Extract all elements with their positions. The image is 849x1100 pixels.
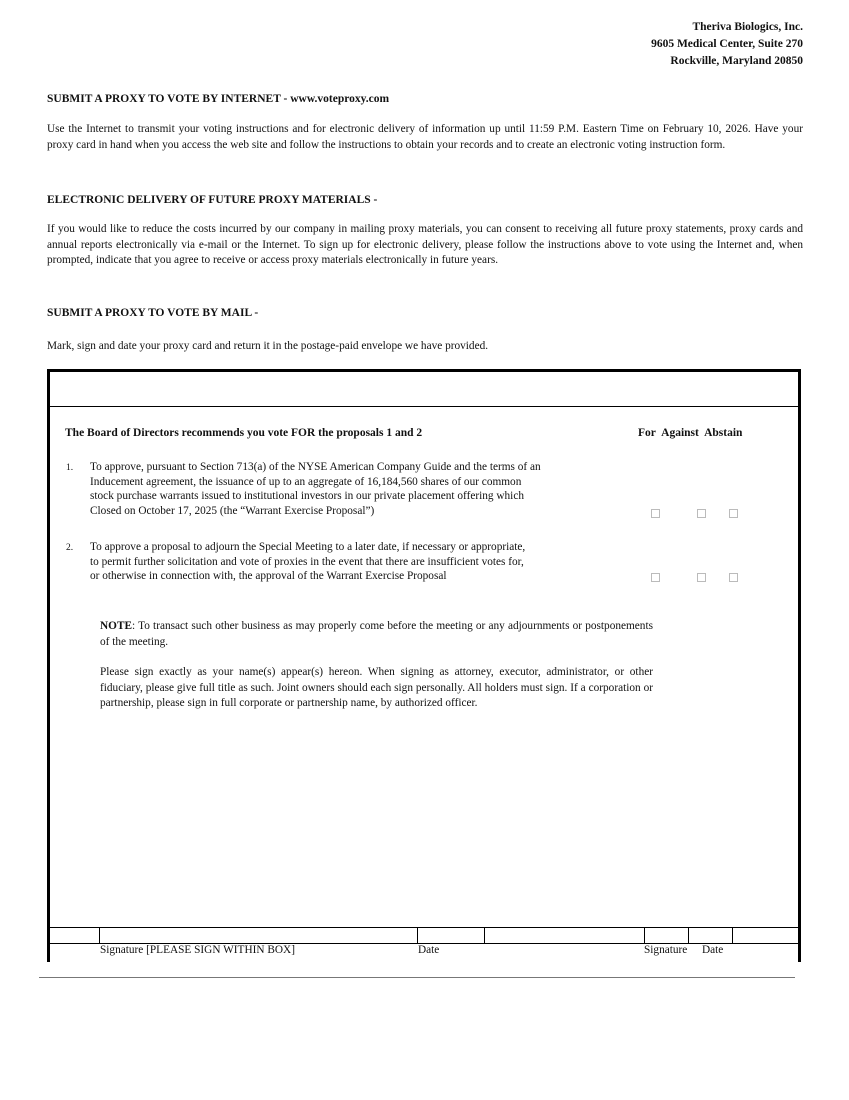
internet-body: Use the Internet to transmit your voting instructions and for electronic delivery of information up until 11:59 P.M. Eastern Time on February 10, 2026. Have your proxy card in hand when you access the web site and follow the instructions to obtain your records and to create an electronic voting instruction form. [47, 123, 803, 151]
date-2-label: Date [702, 944, 724, 956]
address-line-2: Rockville, Maryland 20850 [670, 55, 803, 67]
signature-grid-divider [417, 927, 418, 943]
bottom-rule [39, 977, 795, 978]
note-paragraph [100, 619, 653, 650]
signature-grid-divider [644, 927, 645, 943]
sign-instructions: Please sign exactly as your name(s) appear(s) hereon. When signing as attorney, executor, administrator, or other fiduciary, please give full title as such. Joint owners should each sign personally. All holders must sign. If a corporation or partnership, please sign in full corporate or partnership name, by authorized officer. [100, 666, 653, 709]
proposal-2-line: to permit further solicitation and vote of proxies in the event that there are insufficient votes for, [90, 555, 524, 568]
internet-title: SUBMIT A PROXY TO VOTE BY INTERNET - www.voteproxy.com [47, 93, 390, 105]
signature-grid-divider [688, 927, 689, 943]
card-header-divider [50, 406, 798, 407]
signature-label: Signature [PLEASE SIGN WITHIN BOX] [100, 944, 295, 956]
proposal-2-against-checkbox[interactable] [697, 573, 706, 582]
vote-column-headers [638, 427, 745, 439]
mail-body: Mark, sign and date your proxy card and return it in the postage-paid envelope we have provided. [47, 340, 489, 352]
proposal-2-text [90, 540, 650, 584]
address-line-1: 9605 Medical Center, Suite 270 [651, 38, 803, 50]
col-abstain: Abstain [704, 427, 743, 439]
signature-grid-divider [732, 927, 733, 943]
note-text: : To transact such other business as may properly come before the meeting or any adjournments or postponements of the meeting. [100, 620, 653, 648]
company-address [543, 19, 803, 70]
electronic-title: ELECTRONIC DELIVERY OF FUTURE PROXY MATERIALS - [47, 194, 378, 206]
proposal-1-line: Inducement agreement, the issuance of up to an aggregate of 16,184,560 shares of our common [90, 475, 522, 488]
note-label: NOTE [100, 620, 133, 632]
proposal-2-line: To approve a proposal to adjourn the Special Meeting to a later date, if necessary or appropriate, [90, 541, 526, 553]
col-for: For [638, 427, 656, 439]
mail-title: SUBMIT A PROXY TO VOTE BY MAIL - [47, 307, 259, 319]
proposal-1-against-checkbox[interactable] [697, 509, 706, 518]
proposal-2-for-checkbox[interactable] [651, 573, 660, 582]
electronic-body: If you would like to reduce the costs incurred by our company in mailing proxy materials, you can consent to receiving all future proxy statements, proxy cards and annual reports electronically via e-mail or the Internet. To sign up for electronic delivery, please follow the instructions above to vote using the Internet and, when prompted, indicate that you agree to receive or access proxy materials electronically in future years. [47, 223, 803, 267]
proposal-2-number: 2. [66, 543, 74, 553]
proposal-1-abstain-checkbox[interactable] [729, 509, 738, 518]
signature-grid-top-line [50, 927, 798, 928]
date-label: Date [418, 944, 440, 956]
signature-2-label: Signature [644, 944, 688, 956]
proposal-2-line: or otherwise in connection with, the approval of the Warrant Exercise Proposal [90, 570, 447, 582]
board-recommendation: The Board of Directors recommends you vote FOR the proposals 1 and 2 [65, 427, 423, 439]
proposal-1-for-checkbox[interactable] [651, 509, 660, 518]
proposal-1-line: stock purchase warrants issued to institutional investors in our private placement offering which [90, 490, 524, 502]
proposal-1-line: Closed on October 17, 2025 (the “Warrant Exercise Proposal”) [90, 504, 375, 517]
signature-grid-divider [99, 927, 100, 943]
proposal-1-line: To approve, pursuant to Section 713(a) of the NYSE American Company Guide and the terms of an [90, 461, 541, 473]
company-name: Theriva Biologics, Inc. [692, 21, 803, 33]
col-against: Against [661, 427, 699, 439]
proposal-2-abstain-checkbox[interactable] [729, 573, 738, 582]
proposal-1-number: 1. [66, 463, 74, 473]
proposal-1-text [90, 460, 650, 518]
proxy-card [47, 369, 801, 962]
signature-grid-divider [484, 927, 485, 943]
